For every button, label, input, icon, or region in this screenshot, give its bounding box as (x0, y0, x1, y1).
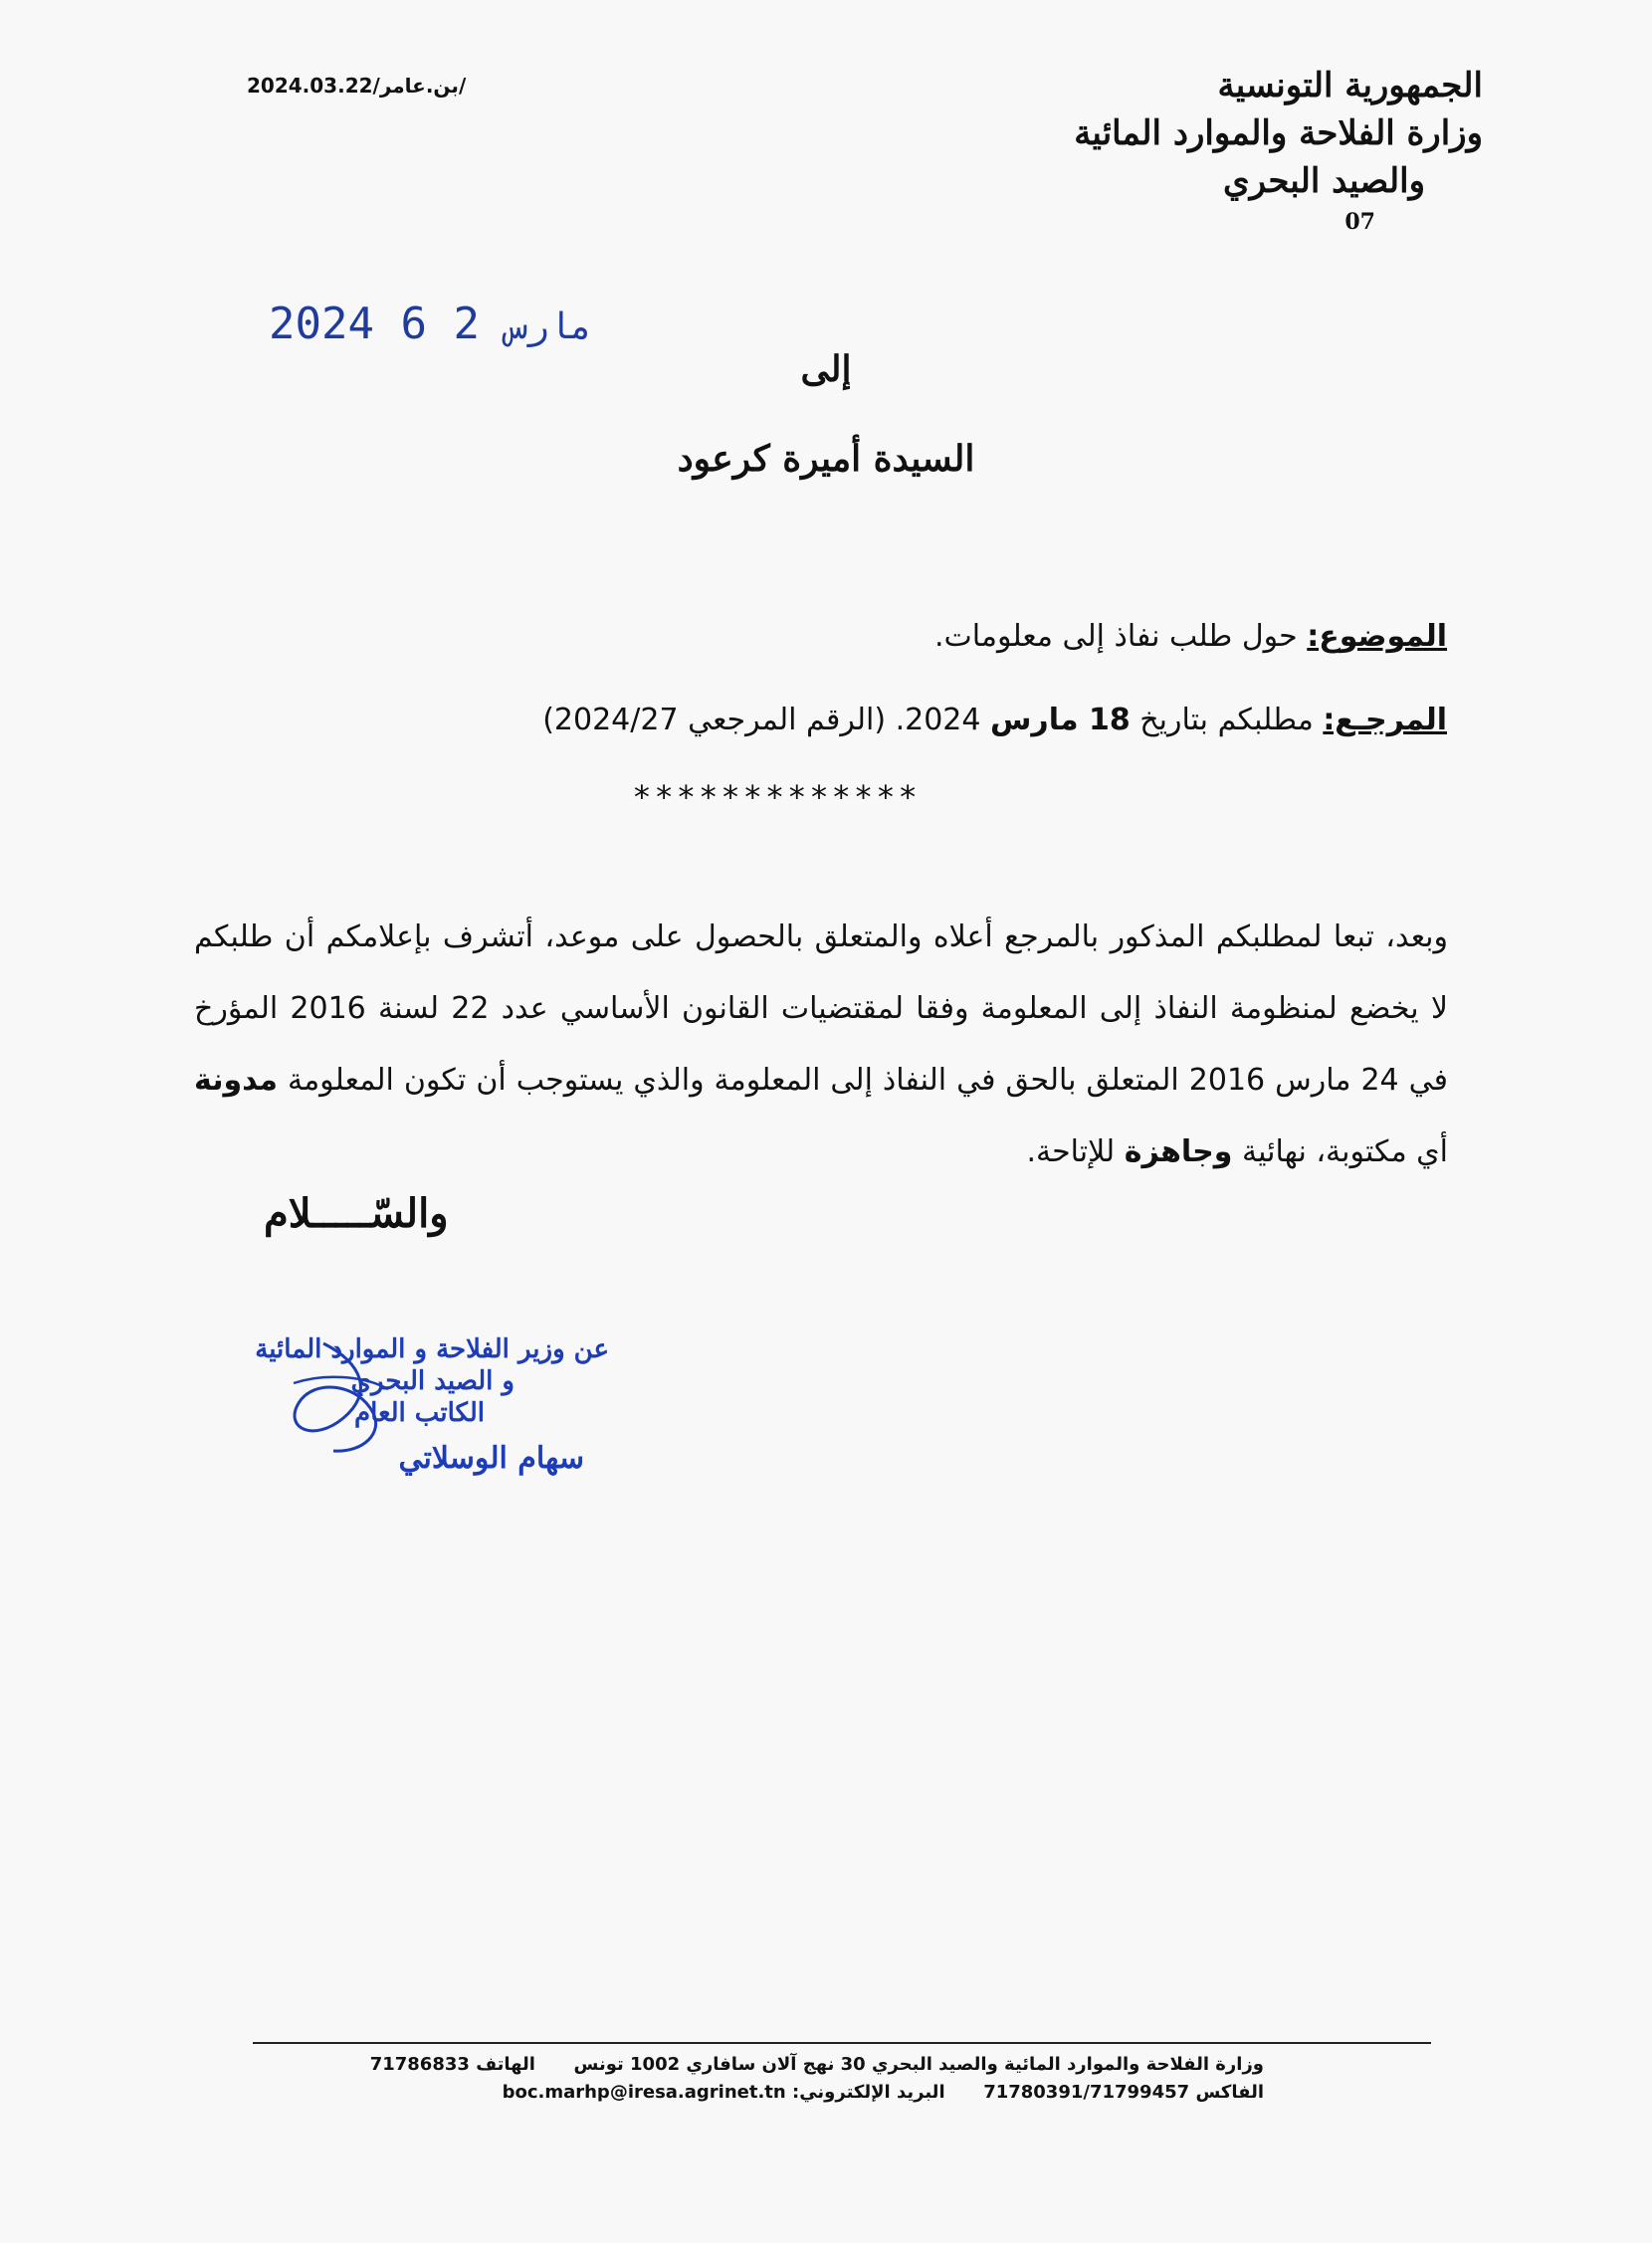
date-stamp (269, 299, 592, 349)
reference-date: 18 مارس (990, 703, 1131, 737)
footer-address-line (239, 2054, 1264, 2075)
signature-title: الكاتب العام (354, 1398, 485, 1428)
body-bold-1: مدونة (194, 1063, 279, 1098)
signature-line-1: عن وزير الفلاحة و الموارد المائية (255, 1334, 609, 1364)
footer-fax: 71780391/71799457 (983, 2082, 1190, 2103)
footer-address: وزارة الفلاحة والموارد المائية والصيد البحري 30 نهج آلان سافاري 1002 تونس (573, 2054, 1264, 2075)
letter-body (194, 902, 1448, 1188)
signatory-name: سهام الوسلاتي (398, 1441, 584, 1476)
subject-text: حول طلب نفاذ إلى معلومات. (933, 619, 1298, 654)
handwritten-signature (174, 1324, 473, 1473)
closing: والسّـــــلام (264, 1190, 449, 1237)
separator: ************* (632, 778, 921, 816)
subject-line (934, 619, 1447, 654)
reference-line (542, 703, 1447, 737)
body-part-1: وبعد، تبعا لمطلبكم المذكور بالمرجع أعلاه والمتعلق بالحصول على موعد، أتشرف بإعلامكم أن طلبكم لا يخضع لمنظومة النفاذ إلى المعلومة وفقا لمقتضيات القانون الأساسي عدد 22 لسنة 2016 المؤرخ في 24 مارس 2016 المتعلق بالحق في النفاذ إلى المعلومة والذي يستوجب أن تكون المعلومة (194, 919, 1448, 1098)
recipient-to: إلى (800, 348, 852, 390)
reference-text-before: مطلبكم بتاريخ (1139, 703, 1314, 737)
date-stamp-month: مارس (506, 306, 593, 347)
reference-label: المرجـع: (1323, 703, 1447, 737)
footer-divider (253, 2042, 1431, 2044)
signature-line-2: و الصيد البحري (350, 1366, 515, 1396)
footer-email-label: البريد الإلكتروني: (792, 2082, 945, 2103)
date-stamp-year: 2024 (269, 299, 374, 349)
top-reference: 2024.03.22/بن.عامر/ (247, 74, 467, 98)
letterhead-ministry-cont: والصيد البحري (1222, 161, 1425, 201)
footer-contact-line (239, 2082, 1264, 2103)
recipient-name: السيدة أميرة كرعود (677, 438, 975, 480)
letterhead-country: الجمهورية التونسية (1217, 66, 1483, 105)
body-part-3: للإتاحة. (1026, 1134, 1116, 1169)
subject-label: الموضوع: (1307, 619, 1447, 654)
body-bold-2: وجاهزة (1124, 1134, 1233, 1169)
reference-text-after: 2024. (الرقم المرجعي 2024/27) (542, 703, 981, 737)
footer-fax-label: الفاكس (1195, 2082, 1264, 2103)
footer-phone: 71786833 (369, 2054, 470, 2075)
date-stamp-day: 2 6 (400, 299, 480, 349)
letter-number: 07 (1344, 209, 1375, 235)
letterhead-ministry: وزارة الفلاحة والموارد المائية (1074, 113, 1483, 153)
footer-phone-label: الهاتف (476, 2054, 535, 2075)
letterhead (965, 62, 1483, 239)
body-part-2: أي مكتوبة، نهائية (1242, 1134, 1448, 1169)
footer-email: boc.marhp@iresa.agrinet.tn (502, 2082, 786, 2103)
